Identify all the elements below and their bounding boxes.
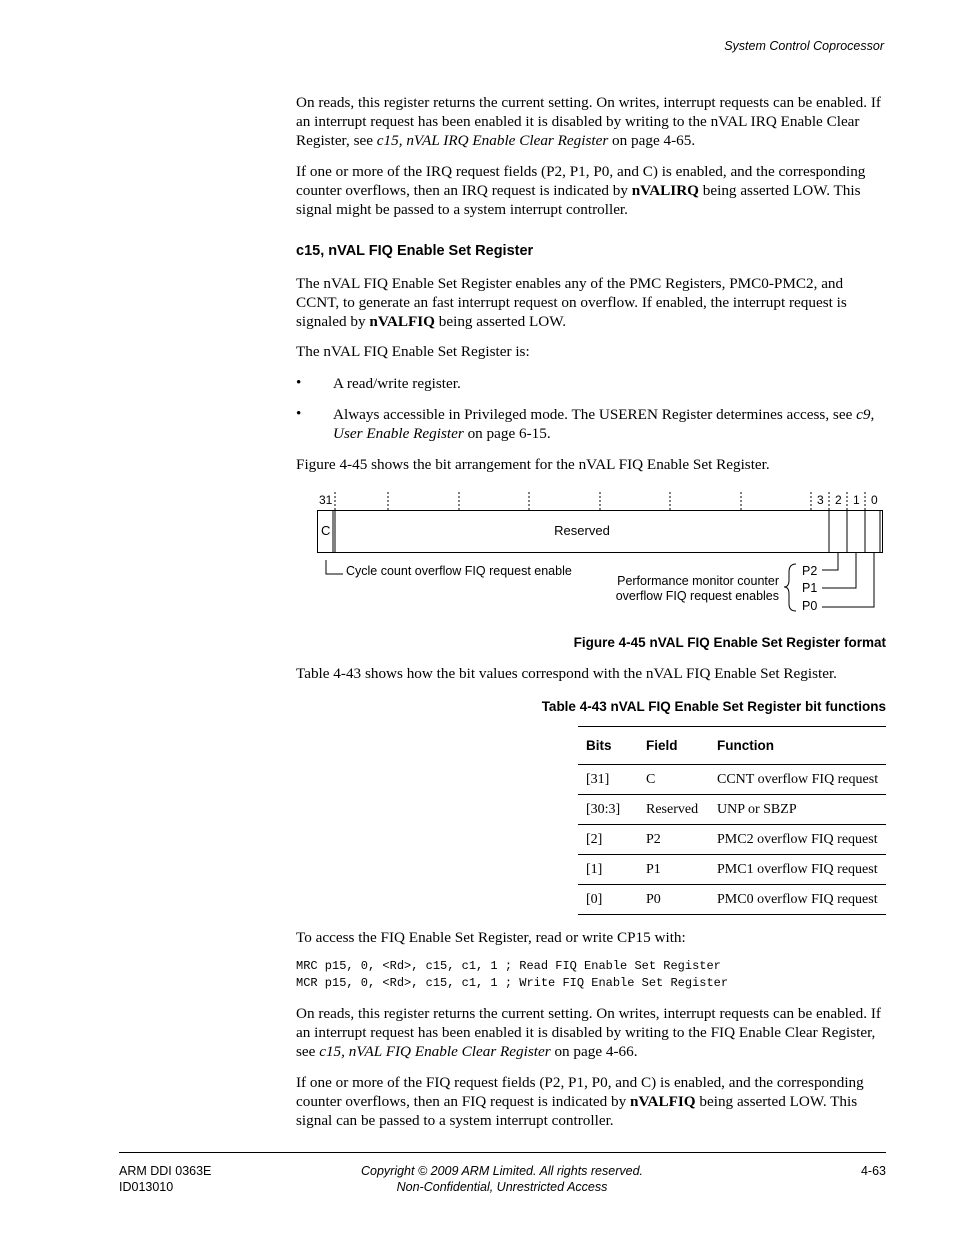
cycle-count-label: Cycle count overflow FIQ request enable — [346, 564, 572, 578]
table-caption: Table 4-43 nVAL FIQ Enable Set Register bit functions — [541, 699, 886, 714]
cross-reference-link[interactable]: c9, User Enable Register — [333, 406, 875, 442]
table-cell: P2 — [638, 825, 709, 855]
section-paragraph-3: Figure 4-45 shows the bit arrangement for the nVAL FIQ Enable Set Register. — [296, 456, 770, 473]
column-header: Bits — [586, 738, 612, 753]
perf-monitor-label-line1: Performance monitor counter — [617, 574, 779, 588]
field-p0-label: P0 — [802, 599, 818, 613]
table-cell: P0 — [638, 885, 709, 915]
table-header-row — [578, 727, 886, 765]
table-cell: Reserved — [638, 795, 709, 825]
perf-monitor-label-line2: overflow FIQ request enables — [615, 589, 779, 603]
table-cell: [1] — [578, 855, 638, 885]
callout-lines — [326, 553, 874, 611]
table-row — [578, 855, 886, 885]
field-p1-label: P1 — [802, 581, 818, 595]
table-row — [578, 825, 886, 855]
bit-ticks — [335, 492, 865, 510]
cross-reference-link[interactable]: c15, nVAL FIQ Enable Clear Register — [319, 1043, 551, 1060]
table-cell: PMC2 overflow FIQ request — [709, 825, 886, 855]
footer-divider — [119, 1152, 886, 1153]
table-cell: PMC0 overflow FIQ request — [709, 885, 886, 915]
footer-doc-id: ARM DDI 0363E ID013010 — [119, 1164, 212, 1194]
bit-number-31: 31 — [319, 493, 333, 507]
code-block — [296, 958, 728, 992]
column-header: Function — [717, 738, 774, 753]
bullet-item-2: Always accessible in Privileged mode. The USEREN Register determines access, see c9, User Enable Register on page 6-15. — [333, 406, 875, 442]
bullet-item-1: A read/write register. — [333, 375, 461, 392]
table-row — [578, 885, 886, 915]
column-header: Field — [646, 738, 678, 753]
field-c-label: C — [321, 523, 331, 538]
code-line: MRC p15, 0, <Rd>, c15, c1, 1 ; Read FIQ Enable Set Register — [296, 959, 721, 973]
code-line: MCR p15, 0, <Rd>, c15, c1, 1 ; Write FIQ Enable Set Register — [296, 976, 729, 990]
cross-reference-link[interactable]: c15, nVAL IRQ Enable Clear Register — [376, 132, 609, 149]
section-paragraph-1: The nVAL FIQ Enable Set Register enables any of the PMC Registers, PMC0-PMC2, and CCNT, to generate an fast interrupt request on overflow. If enabled, the interrupt request is signaled by nVALFIQ being asserted LOW. — [296, 275, 847, 330]
figure-caption: Figure 4-45 nVAL FIQ Enable Set Register format — [573, 635, 886, 650]
field-reserved-label: Reserved — [554, 523, 610, 538]
bit-number-3: 3 — [817, 493, 824, 507]
table-cell: [31] — [578, 765, 638, 795]
access-paragraph-2: If one or more of the FIQ request fields (P2, P1, P0, and C) is enabled, and the corresponding counter overflows, then an FIQ request is indicated by nVALFIQ being asserted LOW. This signal can be passed to a system interrupt controller. — [296, 1074, 864, 1129]
section-paragraph-2: The nVAL FIQ Enable Set Register is: — [296, 343, 530, 360]
table-cell: [2] — [578, 825, 638, 855]
section-heading: c15, nVAL FIQ Enable Set Register — [296, 243, 534, 259]
table-row — [578, 765, 886, 795]
table-cell: CCNT overflow FIQ request — [709, 765, 886, 795]
table-cell: [30:3] — [578, 795, 638, 825]
table-cell: PMC1 overflow FIQ request — [709, 855, 886, 885]
table-cell: UNP or SBZP — [709, 795, 886, 825]
footer-page-number: 4-63 — [860, 1164, 886, 1178]
footer-copyright: Copyright © 2009 ARM Limited. All rights reserved. Non-Confidential, Unrestricted Access — [360, 1164, 643, 1194]
table-intro: Table 4-43 shows how the bit values correspond with the nVAL FIQ Enable Set Register. — [296, 665, 837, 682]
bit-number-1: 1 — [853, 493, 860, 507]
table-cell: P1 — [638, 855, 709, 885]
bit-functions-table — [578, 726, 886, 915]
intro-paragraph-1: On reads, this register returns the current setting. On writes, interrupt requests can be enabled. If an interrupt request has been enabled it is disabled by writing to the nVAL IRQ Enable Clear Register, see c15, nVAL IRQ Enable Clear Register on page 4-65. — [296, 94, 881, 149]
access-intro: To access the FIQ Enable Set Register, read or write CP15 with: — [296, 929, 686, 946]
intro-paragraph-2: If one or more of the IRQ request fields (P2, P1, P0, and C) is enabled, and the corresponding counter overflows, then an IRQ request is indicated by nVALIRQ being asserted LOW. This signal might be passed to a system interrupt controller. — [296, 163, 866, 218]
table-cell: [0] — [578, 885, 638, 915]
bit-number-2: 2 — [835, 493, 842, 507]
running-header: System Control Coprocessor — [724, 39, 884, 53]
bit-number-0: 0 — [871, 493, 878, 507]
table-row — [578, 795, 886, 825]
field-p2-label: P2 — [802, 564, 818, 578]
table-cell: C — [638, 765, 709, 795]
bullet-marker: • — [296, 374, 302, 391]
access-paragraph-1: On reads, this register returns the current setting. On writes, interrupt requests can be enabled. If an interrupt request has been enabled it is disabled by writing to the FIQ Enable Clear Register, see c15, nVAL FIQ Enable Clear Register on page 4-66. — [296, 1005, 881, 1060]
bullet-marker: • — [296, 405, 302, 422]
